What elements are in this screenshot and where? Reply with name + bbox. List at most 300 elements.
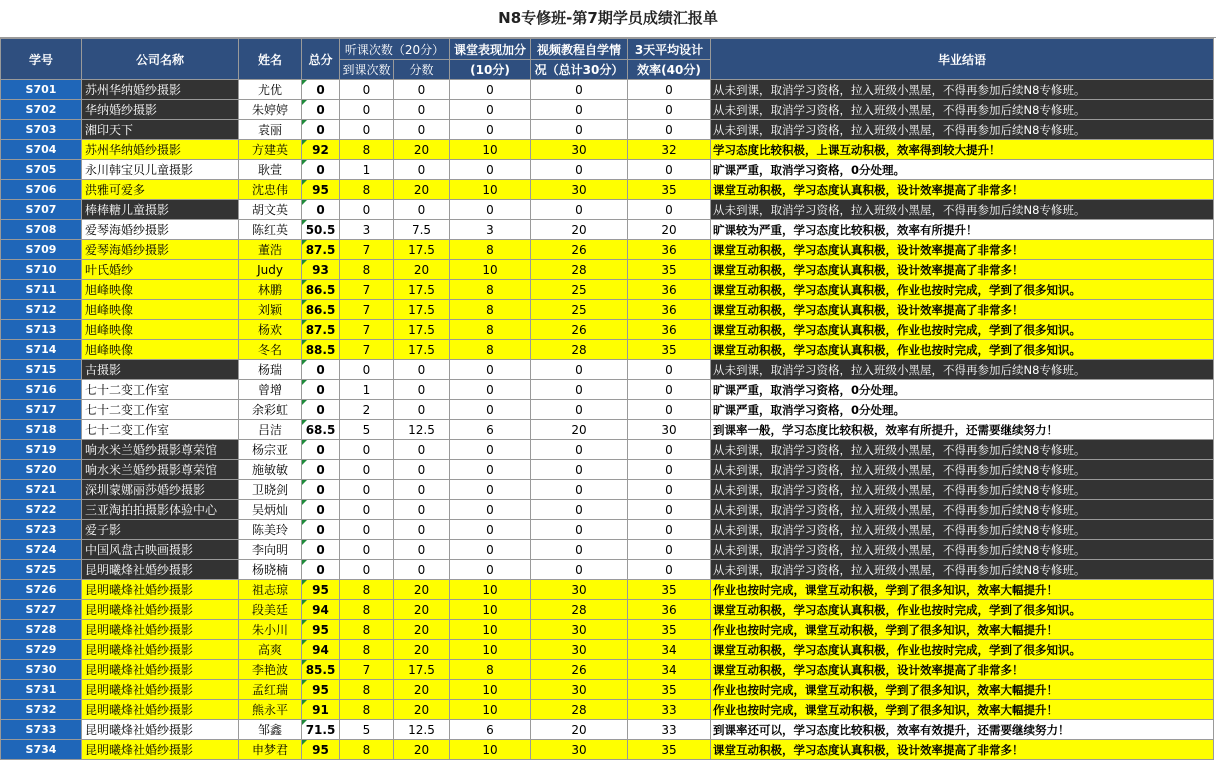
video-self-cell[interactable]: 26 — [531, 320, 628, 340]
student-name-cell[interactable]: 陈美玲 — [239, 520, 302, 540]
attendance-count-cell[interactable]: 7 — [340, 320, 394, 340]
class-perf-cell[interactable]: 0 — [450, 400, 531, 420]
total-score-cell[interactable] — [302, 660, 340, 680]
design-eff-cell[interactable]: 0 — [628, 120, 711, 140]
video-self-cell[interactable]: 30 — [531, 180, 628, 200]
class-perf-cell[interactable]: 10 — [450, 140, 531, 160]
summary-cell[interactable]: 课堂互动积极，学习态度认真积极，作业也按时完成，学到了很多知识。 — [711, 340, 1214, 360]
summary-cell[interactable]: 到课率一般，学习态度比较积极，效率有所提升，还需要继续努力！ — [711, 420, 1214, 440]
student-id-cell[interactable]: S726 — [1, 580, 82, 600]
summary-cell[interactable]: 课堂互动积极，学习态度认真积极，作业也按时完成，学到了很多知识。 — [711, 640, 1214, 660]
company-cell[interactable]: 昆明曦烽社婚纱摄影 — [82, 660, 239, 680]
total-score-cell[interactable] — [302, 400, 340, 420]
company-cell[interactable]: 永川韩宝贝儿童摄影 — [82, 160, 239, 180]
student-name-cell[interactable]: 施敏敏 — [239, 460, 302, 480]
class-perf-cell[interactable]: 6 — [450, 720, 531, 740]
total-score-cell[interactable] — [302, 720, 340, 740]
attendance-count-cell[interactable]: 0 — [340, 520, 394, 540]
video-self-cell[interactable]: 20 — [531, 420, 628, 440]
student-id-cell[interactable]: S702 — [1, 100, 82, 120]
design-eff-cell[interactable]: 36 — [628, 240, 711, 260]
total-score-cell[interactable] — [302, 120, 340, 140]
company-cell[interactable]: 昆明曦烽社婚纱摄影 — [82, 600, 239, 620]
attendance-score-cell[interactable]: 0 — [394, 160, 450, 180]
student-id-cell[interactable]: S714 — [1, 340, 82, 360]
summary-cell[interactable]: 从未到课，取消学习资格，拉入班级小黑屋，不得再参加后续N8专修班。 — [711, 460, 1214, 480]
attendance-count-cell[interactable]: 0 — [340, 500, 394, 520]
student-name-cell[interactable]: 李向明 — [239, 540, 302, 560]
student-name-cell[interactable]: 李艳波 — [239, 660, 302, 680]
student-name-cell[interactable]: 林鹏 — [239, 280, 302, 300]
total-score-cell[interactable] — [302, 140, 340, 160]
company-cell[interactable]: 叶氏婚纱 — [82, 260, 239, 280]
student-name-cell[interactable]: 袁丽 — [239, 120, 302, 140]
attendance-count-cell[interactable]: 7 — [340, 300, 394, 320]
total-score-cell[interactable] — [302, 740, 340, 760]
total-score-cell[interactable] — [302, 380, 340, 400]
class-perf-cell[interactable]: 0 — [450, 100, 531, 120]
summary-cell[interactable]: 课堂互动积极，学习态度认真积极，作业也按时完成，学到了很多知识。 — [711, 320, 1214, 340]
total-score-cell[interactable] — [302, 480, 340, 500]
design-eff-cell[interactable]: 36 — [628, 280, 711, 300]
header-attendance-score[interactable]: 分数 — [394, 60, 450, 80]
student-name-cell[interactable]: 董浩 — [239, 240, 302, 260]
student-name-cell[interactable]: 曾增 — [239, 380, 302, 400]
student-name-cell[interactable]: 陈红英 — [239, 220, 302, 240]
company-cell[interactable]: 苏州华纳婚纱摄影 — [82, 140, 239, 160]
student-name-cell[interactable]: 吴炳灿 — [239, 500, 302, 520]
attendance-score-cell[interactable]: 20 — [394, 600, 450, 620]
attendance-count-cell[interactable]: 0 — [340, 200, 394, 220]
student-name-cell[interactable]: 卫晓剑 — [239, 480, 302, 500]
attendance-score-cell[interactable]: 0 — [394, 120, 450, 140]
class-perf-cell[interactable]: 8 — [450, 280, 531, 300]
class-perf-cell[interactable]: 0 — [450, 360, 531, 380]
student-name-cell[interactable]: 孟红瑞 — [239, 680, 302, 700]
class-perf-cell[interactable]: 0 — [450, 500, 531, 520]
design-eff-cell[interactable]: 32 — [628, 140, 711, 160]
video-self-cell[interactable]: 0 — [531, 460, 628, 480]
video-self-cell[interactable]: 0 — [531, 540, 628, 560]
total-score-cell[interactable] — [302, 460, 340, 480]
attendance-count-cell[interactable]: 3 — [340, 220, 394, 240]
attendance-score-cell[interactable]: 0 — [394, 480, 450, 500]
header-design-eff-sub[interactable]: 效率(40分) — [628, 60, 711, 80]
summary-cell[interactable]: 从未到课，取消学习资格，拉入班级小黑屋，不得再参加后续N8专修班。 — [711, 100, 1214, 120]
summary-cell[interactable]: 从未到课，取消学习资格，拉入班级小黑屋，不得再参加后续N8专修班。 — [711, 480, 1214, 500]
video-self-cell[interactable]: 30 — [531, 640, 628, 660]
design-eff-cell[interactable]: 35 — [628, 340, 711, 360]
attendance-score-cell[interactable]: 7.5 — [394, 220, 450, 240]
total-score-cell[interactable] — [302, 580, 340, 600]
class-perf-cell[interactable]: 8 — [450, 240, 531, 260]
attendance-score-cell[interactable]: 20 — [394, 740, 450, 760]
attendance-count-cell[interactable]: 5 — [340, 720, 394, 740]
design-eff-cell[interactable]: 0 — [628, 540, 711, 560]
attendance-score-cell[interactable]: 0 — [394, 520, 450, 540]
attendance-count-cell[interactable]: 0 — [340, 440, 394, 460]
attendance-count-cell[interactable]: 7 — [340, 660, 394, 680]
student-id-cell[interactable]: S722 — [1, 500, 82, 520]
student-name-cell[interactable]: 冬名 — [239, 340, 302, 360]
video-self-cell[interactable]: 30 — [531, 740, 628, 760]
video-self-cell[interactable]: 30 — [531, 680, 628, 700]
summary-cell[interactable]: 从未到课，取消学习资格，拉入班级小黑屋，不得再参加后续N8专修班。 — [711, 360, 1214, 380]
design-eff-cell[interactable]: 33 — [628, 700, 711, 720]
attendance-count-cell[interactable]: 0 — [340, 80, 394, 100]
class-perf-cell[interactable]: 3 — [450, 220, 531, 240]
attendance-score-cell[interactable]: 20 — [394, 140, 450, 160]
video-self-cell[interactable]: 0 — [531, 160, 628, 180]
attendance-count-cell[interactable]: 8 — [340, 140, 394, 160]
attendance-count-cell[interactable]: 8 — [340, 180, 394, 200]
design-eff-cell[interactable]: 0 — [628, 480, 711, 500]
company-cell[interactable]: 古摄影 — [82, 360, 239, 380]
company-cell[interactable]: 昆明曦烽社婚纱摄影 — [82, 720, 239, 740]
attendance-score-cell[interactable]: 0 — [394, 80, 450, 100]
attendance-score-cell[interactable]: 20 — [394, 680, 450, 700]
header-attendance-count[interactable]: 到课次数 — [340, 60, 394, 80]
company-cell[interactable]: 七十二变工作室 — [82, 420, 239, 440]
company-cell[interactable]: 爱琴海婚纱摄影 — [82, 220, 239, 240]
summary-cell[interactable]: 从未到课，取消学习资格，拉入班级小黑屋，不得再参加后续N8专修班。 — [711, 440, 1214, 460]
summary-cell[interactable]: 作业也按时完成，课堂互动积极，学到了很多知识，效率大幅提升！ — [711, 580, 1214, 600]
attendance-score-cell[interactable]: 20 — [394, 620, 450, 640]
student-name-cell[interactable]: 胡文英 — [239, 200, 302, 220]
video-self-cell[interactable]: 25 — [531, 280, 628, 300]
class-perf-cell[interactable]: 0 — [450, 380, 531, 400]
design-eff-cell[interactable]: 0 — [628, 460, 711, 480]
design-eff-cell[interactable]: 20 — [628, 220, 711, 240]
total-score-cell[interactable] — [302, 340, 340, 360]
attendance-score-cell[interactable]: 17.5 — [394, 340, 450, 360]
total-score-cell[interactable] — [302, 220, 340, 240]
attendance-score-cell[interactable]: 12.5 — [394, 720, 450, 740]
student-name-cell[interactable]: 朱婷婷 — [239, 100, 302, 120]
design-eff-cell[interactable]: 0 — [628, 400, 711, 420]
design-eff-cell[interactable]: 36 — [628, 320, 711, 340]
video-self-cell[interactable]: 0 — [531, 200, 628, 220]
student-id-cell[interactable]: S725 — [1, 560, 82, 580]
attendance-score-cell[interactable]: 20 — [394, 700, 450, 720]
student-id-cell[interactable]: S712 — [1, 300, 82, 320]
video-self-cell[interactable]: 26 — [531, 660, 628, 680]
student-id-cell[interactable]: S720 — [1, 460, 82, 480]
attendance-score-cell[interactable]: 0 — [394, 560, 450, 580]
video-self-cell[interactable]: 28 — [531, 260, 628, 280]
company-cell[interactable]: 爱琴海婚纱摄影 — [82, 240, 239, 260]
attendance-score-cell[interactable]: 20 — [394, 580, 450, 600]
attendance-count-cell[interactable]: 7 — [340, 340, 394, 360]
total-score-cell[interactable] — [302, 640, 340, 660]
header-total[interactable]: 总分 — [302, 39, 340, 80]
attendance-score-cell[interactable]: 17.5 — [394, 320, 450, 340]
video-self-cell[interactable]: 28 — [531, 600, 628, 620]
total-score-cell[interactable] — [302, 680, 340, 700]
video-self-cell[interactable]: 0 — [531, 560, 628, 580]
company-cell[interactable]: 响水米兰婚纱摄影尊荣馆 — [82, 460, 239, 480]
student-name-cell[interactable]: 刘颖 — [239, 300, 302, 320]
total-score-cell[interactable] — [302, 540, 340, 560]
video-self-cell[interactable]: 0 — [531, 120, 628, 140]
attendance-count-cell[interactable]: 0 — [340, 540, 394, 560]
attendance-score-cell[interactable]: 0 — [394, 100, 450, 120]
class-perf-cell[interactable]: 0 — [450, 120, 531, 140]
design-eff-cell[interactable]: 0 — [628, 520, 711, 540]
student-name-cell[interactable]: 余彩虹 — [239, 400, 302, 420]
total-score-cell[interactable] — [302, 320, 340, 340]
class-perf-cell[interactable]: 0 — [450, 460, 531, 480]
design-eff-cell[interactable]: 30 — [628, 420, 711, 440]
attendance-score-cell[interactable]: 0 — [394, 360, 450, 380]
class-perf-cell[interactable]: 6 — [450, 420, 531, 440]
student-id-cell[interactable]: S717 — [1, 400, 82, 420]
attendance-score-cell[interactable]: 17.5 — [394, 280, 450, 300]
video-self-cell[interactable]: 0 — [531, 500, 628, 520]
attendance-score-cell[interactable]: 0 — [394, 540, 450, 560]
attendance-score-cell[interactable]: 0 — [394, 440, 450, 460]
attendance-score-cell[interactable]: 12.5 — [394, 420, 450, 440]
student-name-cell[interactable]: 尤优 — [239, 80, 302, 100]
video-self-cell[interactable]: 28 — [531, 700, 628, 720]
summary-cell[interactable]: 从未到课，取消学习资格，拉入班级小黑屋，不得再参加后续N8专修班。 — [711, 540, 1214, 560]
attendance-count-cell[interactable]: 2 — [340, 400, 394, 420]
attendance-score-cell[interactable]: 17.5 — [394, 240, 450, 260]
summary-cell[interactable]: 课堂互动积极，学习态度认真积极，设计效率提高了非常多！ — [711, 660, 1214, 680]
summary-cell[interactable]: 旷课严重，取消学习资格，0分处理。 — [711, 160, 1214, 180]
total-score-cell[interactable] — [302, 500, 340, 520]
design-eff-cell[interactable]: 34 — [628, 640, 711, 660]
attendance-count-cell[interactable]: 8 — [340, 680, 394, 700]
attendance-count-cell[interactable]: 0 — [340, 560, 394, 580]
attendance-count-cell[interactable]: 8 — [340, 600, 394, 620]
student-name-cell[interactable]: 杨欢 — [239, 320, 302, 340]
header-class-perf[interactable]: 课堂表现加分 — [450, 39, 531, 60]
total-score-cell[interactable] — [302, 600, 340, 620]
attendance-count-cell[interactable]: 0 — [340, 100, 394, 120]
summary-cell[interactable]: 课堂互动积极，学习态度认真积极，设计效率提高了非常多！ — [711, 240, 1214, 260]
attendance-count-cell[interactable]: 8 — [340, 260, 394, 280]
class-perf-cell[interactable]: 0 — [450, 80, 531, 100]
company-cell[interactable]: 湘印天下 — [82, 120, 239, 140]
summary-cell[interactable]: 作业也按时完成，课堂互动积极，学到了很多知识，效率大幅提升！ — [711, 680, 1214, 700]
summary-cell[interactable]: 课堂互动积极，学习态度认真积极，作业也按时完成，学到了很多知识。 — [711, 280, 1214, 300]
attendance-score-cell[interactable]: 0 — [394, 200, 450, 220]
attendance-count-cell[interactable]: 1 — [340, 380, 394, 400]
attendance-count-cell[interactable]: 8 — [340, 580, 394, 600]
student-id-cell[interactable]: S724 — [1, 540, 82, 560]
company-cell[interactable]: 昆明曦烽社婚纱摄影 — [82, 680, 239, 700]
company-cell[interactable]: 七十二变工作室 — [82, 380, 239, 400]
header-name[interactable]: 姓名 — [239, 39, 302, 80]
attendance-score-cell[interactable]: 0 — [394, 500, 450, 520]
student-id-cell[interactable]: S719 — [1, 440, 82, 460]
company-cell[interactable]: 昆明曦烽社婚纱摄影 — [82, 560, 239, 580]
video-self-cell[interactable]: 0 — [531, 100, 628, 120]
video-self-cell[interactable]: 0 — [531, 520, 628, 540]
student-name-cell[interactable]: 邹鑫 — [239, 720, 302, 740]
summary-cell[interactable]: 课堂互动积极，学习态度认真积极，设计效率提高了非常多！ — [711, 300, 1214, 320]
class-perf-cell[interactable]: 10 — [450, 620, 531, 640]
student-id-cell[interactable]: S730 — [1, 660, 82, 680]
student-id-cell[interactable]: S713 — [1, 320, 82, 340]
summary-cell[interactable]: 旷课较为严重，学习态度比较积极，效率有所提升！ — [711, 220, 1214, 240]
video-self-cell[interactable]: 0 — [531, 380, 628, 400]
total-score-cell[interactable] — [302, 560, 340, 580]
summary-cell[interactable]: 从未到课，取消学习资格，拉入班级小黑屋，不得再参加后续N8专修班。 — [711, 520, 1214, 540]
class-perf-cell[interactable]: 10 — [450, 580, 531, 600]
design-eff-cell[interactable]: 36 — [628, 600, 711, 620]
attendance-count-cell[interactable]: 8 — [340, 740, 394, 760]
total-score-cell[interactable] — [302, 80, 340, 100]
summary-cell[interactable]: 旷课严重，取消学习资格，0分处理。 — [711, 400, 1214, 420]
summary-cell[interactable]: 课堂互动积极，学习态度认真积极，作业也按时完成，学到了很多知识。 — [711, 600, 1214, 620]
student-id-cell[interactable]: S710 — [1, 260, 82, 280]
student-name-cell[interactable]: 方建英 — [239, 140, 302, 160]
class-perf-cell[interactable]: 0 — [450, 200, 531, 220]
header-summary[interactable]: 毕业结语 — [711, 39, 1214, 80]
video-self-cell[interactable]: 30 — [531, 140, 628, 160]
summary-cell[interactable]: 旷课严重，取消学习资格，0分处理。 — [711, 380, 1214, 400]
video-self-cell[interactable]: 0 — [531, 400, 628, 420]
design-eff-cell[interactable]: 35 — [628, 740, 711, 760]
class-perf-cell[interactable]: 8 — [450, 340, 531, 360]
student-id-cell[interactable]: S731 — [1, 680, 82, 700]
header-attendance-group[interactable]: 听课次数（20分） — [340, 39, 450, 60]
summary-cell[interactable]: 课堂互动积极，学习态度认真积极，设计效率提高了非常多！ — [711, 180, 1214, 200]
attendance-count-cell[interactable]: 0 — [340, 480, 394, 500]
video-self-cell[interactable]: 30 — [531, 580, 628, 600]
total-score-cell[interactable] — [302, 280, 340, 300]
video-self-cell[interactable]: 25 — [531, 300, 628, 320]
student-id-cell[interactable]: S721 — [1, 480, 82, 500]
company-cell[interactable]: 洪雅可爱多 — [82, 180, 239, 200]
company-cell[interactable]: 旭峰映像 — [82, 320, 239, 340]
summary-cell[interactable]: 从未到课，取消学习资格，拉入班级小黑屋，不得再参加后续N8专修班。 — [711, 500, 1214, 520]
attendance-count-cell[interactable]: 8 — [340, 620, 394, 640]
company-cell[interactable]: 苏州华纳婚纱摄影 — [82, 80, 239, 100]
attendance-count-cell[interactable]: 0 — [340, 460, 394, 480]
student-id-cell[interactable]: S732 — [1, 700, 82, 720]
class-perf-cell[interactable]: 10 — [450, 700, 531, 720]
class-perf-cell[interactable]: 8 — [450, 300, 531, 320]
student-id-cell[interactable]: S705 — [1, 160, 82, 180]
header-video-self[interactable]: 视频教程自学情 — [531, 39, 628, 60]
attendance-count-cell[interactable]: 7 — [340, 240, 394, 260]
video-self-cell[interactable]: 0 — [531, 360, 628, 380]
student-id-cell[interactable]: S723 — [1, 520, 82, 540]
class-perf-cell[interactable]: 0 — [450, 440, 531, 460]
design-eff-cell[interactable]: 0 — [628, 560, 711, 580]
class-perf-cell[interactable]: 10 — [450, 740, 531, 760]
company-cell[interactable]: 旭峰映像 — [82, 280, 239, 300]
class-perf-cell[interactable]: 8 — [450, 660, 531, 680]
class-perf-cell[interactable]: 10 — [450, 680, 531, 700]
attendance-count-cell[interactable]: 8 — [340, 640, 394, 660]
summary-cell[interactable]: 从未到课，取消学习资格，拉入班级小黑屋，不得再参加后续N8专修班。 — [711, 200, 1214, 220]
design-eff-cell[interactable]: 0 — [628, 360, 711, 380]
attendance-score-cell[interactable]: 17.5 — [394, 300, 450, 320]
student-name-cell[interactable]: 耿萱 — [239, 160, 302, 180]
student-name-cell[interactable]: 杨晓楠 — [239, 560, 302, 580]
student-name-cell[interactable]: 杨宗亚 — [239, 440, 302, 460]
attendance-score-cell[interactable]: 0 — [394, 400, 450, 420]
video-self-cell[interactable]: 20 — [531, 720, 628, 740]
company-cell[interactable]: 华纳婚纱摄影 — [82, 100, 239, 120]
header-class-perf-sub[interactable]: (10分) — [450, 60, 531, 80]
video-self-cell[interactable]: 28 — [531, 340, 628, 360]
company-cell[interactable]: 响水米兰婚纱摄影尊荣馆 — [82, 440, 239, 460]
design-eff-cell[interactable]: 35 — [628, 580, 711, 600]
total-score-cell[interactable] — [302, 620, 340, 640]
student-id-cell[interactable]: S715 — [1, 360, 82, 380]
design-eff-cell[interactable]: 0 — [628, 100, 711, 120]
design-eff-cell[interactable]: 35 — [628, 180, 711, 200]
student-id-cell[interactable]: S708 — [1, 220, 82, 240]
class-perf-cell[interactable]: 10 — [450, 640, 531, 660]
company-cell[interactable]: 昆明曦烽社婚纱摄影 — [82, 620, 239, 640]
class-perf-cell[interactable]: 0 — [450, 520, 531, 540]
company-cell[interactable]: 昆明曦烽社婚纱摄影 — [82, 640, 239, 660]
summary-cell[interactable]: 课堂互动积极，学习态度认真积极，设计效率提高了非常多！ — [711, 260, 1214, 280]
student-name-cell[interactable]: 高爽 — [239, 640, 302, 660]
student-id-cell[interactable]: S701 — [1, 80, 82, 100]
summary-cell[interactable]: 课堂互动积极，学习态度认真积极，设计效率提高了非常多！ — [711, 740, 1214, 760]
total-score-cell[interactable] — [302, 420, 340, 440]
total-score-cell[interactable] — [302, 180, 340, 200]
student-id-cell[interactable]: S704 — [1, 140, 82, 160]
student-name-cell[interactable]: 祖志琼 — [239, 580, 302, 600]
attendance-score-cell[interactable]: 17.5 — [394, 660, 450, 680]
header-id[interactable]: 学号 — [1, 39, 82, 80]
design-eff-cell[interactable]: 33 — [628, 720, 711, 740]
design-eff-cell[interactable]: 0 — [628, 500, 711, 520]
design-eff-cell[interactable]: 0 — [628, 440, 711, 460]
student-id-cell[interactable]: S706 — [1, 180, 82, 200]
total-score-cell[interactable] — [302, 440, 340, 460]
student-name-cell[interactable]: 杨瑞 — [239, 360, 302, 380]
class-perf-cell[interactable]: 0 — [450, 540, 531, 560]
company-cell[interactable]: 昆明曦烽社婚纱摄影 — [82, 700, 239, 720]
header-design-eff[interactable]: 3天平均设计 — [628, 39, 711, 60]
design-eff-cell[interactable]: 0 — [628, 160, 711, 180]
attendance-count-cell[interactable]: 1 — [340, 160, 394, 180]
header-video-self-sub[interactable]: 况（总计30分） — [531, 60, 628, 80]
summary-cell[interactable]: 从未到课，取消学习资格，拉入班级小黑屋，不得再参加后续N8专修班。 — [711, 120, 1214, 140]
student-id-cell[interactable]: S707 — [1, 200, 82, 220]
summary-cell[interactable]: 作业也按时完成，课堂互动积极，学到了很多知识，效率大幅提升！ — [711, 620, 1214, 640]
attendance-count-cell[interactable]: 0 — [340, 120, 394, 140]
total-score-cell[interactable] — [302, 240, 340, 260]
class-perf-cell[interactable]: 0 — [450, 480, 531, 500]
attendance-score-cell[interactable]: 20 — [394, 180, 450, 200]
video-self-cell[interactable]: 26 — [531, 240, 628, 260]
class-perf-cell[interactable]: 0 — [450, 560, 531, 580]
summary-cell[interactable]: 作业也按时完成，课堂互动积极，学到了很多知识，效率大幅提升！ — [711, 700, 1214, 720]
video-self-cell[interactable]: 20 — [531, 220, 628, 240]
total-score-cell[interactable] — [302, 200, 340, 220]
attendance-count-cell[interactable]: 0 — [340, 360, 394, 380]
student-id-cell[interactable]: S729 — [1, 640, 82, 660]
header-company[interactable]: 公司名称 — [82, 39, 239, 80]
class-perf-cell[interactable]: 10 — [450, 260, 531, 280]
video-self-cell[interactable]: 0 — [531, 440, 628, 460]
design-eff-cell[interactable]: 36 — [628, 300, 711, 320]
company-cell[interactable]: 旭峰映像 — [82, 340, 239, 360]
total-score-cell[interactable] — [302, 300, 340, 320]
summary-cell[interactable]: 学习态度比较积极，上课互动积极，效率得到较大提升！ — [711, 140, 1214, 160]
company-cell[interactable]: 昆明曦烽社婚纱摄影 — [82, 580, 239, 600]
